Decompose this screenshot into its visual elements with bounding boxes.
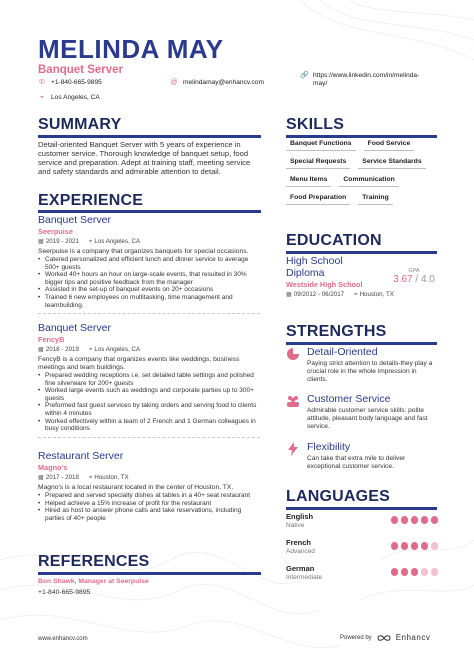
skill-tag: Food Service (364, 140, 415, 151)
skill-tag: Banquet Functions (286, 140, 356, 151)
languages-rule (286, 507, 437, 510)
job-bullet: • Catered personalized and efficient lunch and dinner service to average 500+ guests (38, 256, 260, 271)
reference-phone: +1-840-665-9895 (38, 589, 91, 596)
rating-dot (431, 516, 439, 524)
job-entry (38, 214, 260, 314)
footer-powered (340, 633, 430, 642)
education-dates: 09/2012 - 06/2017 (293, 291, 345, 298)
job-bullet: • Assisted in the set-up of banquet events on 20+ occasions (38, 286, 260, 294)
job-divider (38, 313, 260, 314)
phone-icon: ✆ (39, 79, 45, 86)
job-company: Seerpuise (38, 227, 73, 236)
job-entry (38, 322, 260, 438)
language-rating (391, 542, 439, 550)
calendar-icon: ▦ (38, 238, 44, 245)
job-bullet: • Worked 40+ hours an hour on large-scale events, that resulted in 30% bigger tips and positive feedback from the manager (38, 271, 260, 286)
email-text[interactable]: melindamay@enhancv.com (183, 79, 264, 86)
job-company: FencyB (38, 335, 65, 344)
language-item (286, 512, 438, 529)
language-item (286, 564, 438, 581)
strengths-rule (286, 342, 437, 345)
job-bullet: • Worked large events such as weddings and corporate parties up to 300+ guests (38, 387, 260, 402)
job-bullet: • Prepared wedding receptions i.e. set detailed table settings and polished fine silverware for 200+ guests (38, 372, 260, 387)
language-rating (391, 516, 439, 524)
skill-tag: Service Standards (358, 158, 425, 169)
enhancv-brand: Enhancv (395, 633, 431, 642)
job-bullet: • Trained 6 new employees on multitasking, time management and teambuilding. (38, 294, 260, 309)
powered-by-text: Powered by (340, 634, 372, 641)
language-level: Intermediate (286, 574, 323, 581)
skills-heading: SKILLS (286, 116, 345, 133)
rating-dot (421, 568, 429, 576)
skills-rule (286, 135, 437, 138)
job-description: FencyB is a company that organizes events like weddings, business meetings and team buildings. (38, 356, 240, 371)
calendar-icon: ▦ (38, 474, 44, 481)
job-description: Seerpuise is a company that organizes banquets for special occasions. (38, 248, 249, 255)
contact-linkedin (300, 72, 440, 88)
education-meta (286, 291, 396, 299)
strength-title: Customer Service (307, 393, 391, 405)
linkedin-line1: https://www.linkedin.com/in/melinda- (313, 72, 420, 79)
at-icon: @ (170, 79, 178, 86)
job-meta (38, 346, 260, 354)
rating-dot (401, 568, 409, 576)
job-location: Los Angeles, CA (94, 238, 141, 245)
degree-line2: Diploma (286, 267, 325, 279)
calendar-icon: ▦ (286, 291, 292, 298)
education-rule (286, 251, 437, 254)
job-divider (38, 437, 260, 438)
skill-tag: Communication (339, 176, 398, 187)
strength-item (286, 393, 438, 430)
job-description: Magno's is a local restaurant located in the center of Houston, TX. (38, 484, 234, 491)
job-bullet: • Preformed fast guest services by taking orders and serving food to clients within 4 minutes (38, 402, 260, 417)
location-pin-icon: ⌖ (88, 238, 93, 245)
rating-dot (411, 568, 419, 576)
resume-header (38, 36, 438, 76)
rating-dot (431, 542, 439, 550)
language-name: German (286, 564, 315, 573)
education-location: Houston, TX (359, 291, 394, 298)
enhancv-logo-icon (377, 634, 391, 642)
rating-dot (391, 542, 399, 550)
skill-tag: Training (358, 194, 392, 205)
references-rule (38, 572, 261, 575)
skills-list (286, 140, 436, 212)
gpa-block (390, 268, 438, 285)
job-location: Los Angeles, CA (94, 346, 141, 353)
education-heading: EDUCATION (286, 232, 382, 249)
language-name: English (286, 512, 314, 521)
language-name: French (286, 538, 312, 547)
reference-name: Bon Shawk, Manager at Seerpuise (38, 578, 149, 585)
strength-description: Can take that extra mile to deliver exceptional customer service. (307, 455, 406, 470)
contact-email (170, 79, 264, 87)
skill-tag: Special Requests (286, 158, 350, 169)
gpa-label: GPA (408, 268, 420, 274)
rating-dot (401, 542, 409, 550)
job-bullet: • Hired as host to answer phone calls and take reservations, including parties of 40+ people (38, 507, 260, 522)
experience-rule (38, 210, 261, 213)
linkedin-text[interactable] (313, 72, 419, 88)
job-bullet: • Helped achieve a 15% increase of profit for the restaurant (38, 500, 260, 508)
references-heading: REFERENCES (38, 553, 150, 570)
contact-location (38, 94, 100, 102)
rating-dot (431, 568, 439, 576)
job-meta (38, 238, 260, 246)
language-item (286, 538, 438, 555)
summary-heading: SUMMARY (38, 116, 122, 133)
phone-text[interactable]: +1-840-665-9895 (51, 79, 102, 86)
job-dates: 2018 - 2019 (45, 346, 79, 353)
education-entry (286, 255, 396, 299)
job-title: Banquet Server (38, 214, 111, 226)
pie-chart-icon (286, 347, 300, 361)
degree-line1: High School (286, 255, 343, 267)
school-name: Westside High School (286, 280, 363, 289)
skill-tag: Menu Items (286, 176, 331, 187)
skill-tag: Food Preparation (286, 194, 350, 205)
job-title: Banquet Server (38, 322, 111, 334)
location-pin-icon: ⌖ (88, 474, 93, 481)
job-title: Restaurant Server (38, 450, 124, 462)
candidate-role: Banquet Server (38, 64, 124, 76)
linkedin-line2: may/ (313, 80, 328, 87)
location-pin-icon: ⌖ (40, 94, 44, 101)
strength-title: Detail-Oriented (307, 346, 378, 358)
job-bullet: • Prepared and served specialty dishes at tables in a 40+ seat restaurant (38, 492, 260, 500)
contact-phone (38, 79, 102, 87)
rating-dot (421, 542, 429, 550)
job-dates: 2019 - 2021 (45, 238, 79, 245)
rating-dot (421, 516, 429, 524)
gpa-max: 4.0 (420, 274, 435, 285)
rating-dot (391, 568, 399, 576)
candidate-name: MELINDA MAY (38, 34, 224, 64)
language-level: Advanced (286, 548, 315, 555)
languages-heading: LANGUAGES (286, 488, 391, 505)
people-icon (286, 394, 300, 408)
gpa-value (390, 274, 438, 285)
job-location: Houston, TX (94, 474, 129, 481)
location-pin-icon: ⌖ (88, 346, 93, 353)
summary-text: Detail-oriented Banquet Server with 5 years of experience in customer service. Thorough knowledge of banquet setup, food service and preparation. Adept at training staff, meeting service and safety standards and admirable attention to detail. (38, 140, 251, 176)
job-entry (38, 450, 260, 522)
lightning-icon (286, 442, 300, 456)
strengths-heading: STRENGTHS (286, 323, 387, 340)
footer-website[interactable]: www.enhancv.com (38, 636, 88, 642)
job-dates: 2017 - 2018 (45, 474, 79, 481)
link-icon: 🔗 (300, 72, 309, 79)
rating-dot (411, 542, 419, 550)
rating-dot (401, 516, 409, 524)
strength-item (286, 346, 438, 383)
gpa-score: 3.67 (393, 274, 413, 285)
rating-dot (391, 516, 399, 524)
language-level: Native (286, 522, 305, 529)
rating-dot (411, 516, 419, 524)
summary-rule (38, 135, 261, 138)
job-company: Magno's (38, 463, 68, 472)
strength-item (286, 441, 438, 471)
language-rating (391, 568, 439, 576)
strength-description: Admirable customer service skills: polite attitude, pleasant body language and fast service. (307, 407, 428, 430)
experience-heading: EXPERIENCE (38, 192, 144, 209)
location-text: Los Angeles, CA (51, 94, 100, 101)
strength-title: Flexibility (307, 441, 351, 453)
job-bullet: • Worked effectively within a team of 2 French and 1 German colleagues in busy conditions (38, 418, 260, 433)
job-meta (38, 474, 260, 482)
strength-description: Paying strict attention to details-they play a crucial role in the whole impression in clients. (307, 360, 433, 383)
calendar-icon: ▦ (38, 346, 44, 353)
gpa-separator: / (415, 274, 419, 285)
location-pin-icon: ⌖ (354, 291, 358, 298)
